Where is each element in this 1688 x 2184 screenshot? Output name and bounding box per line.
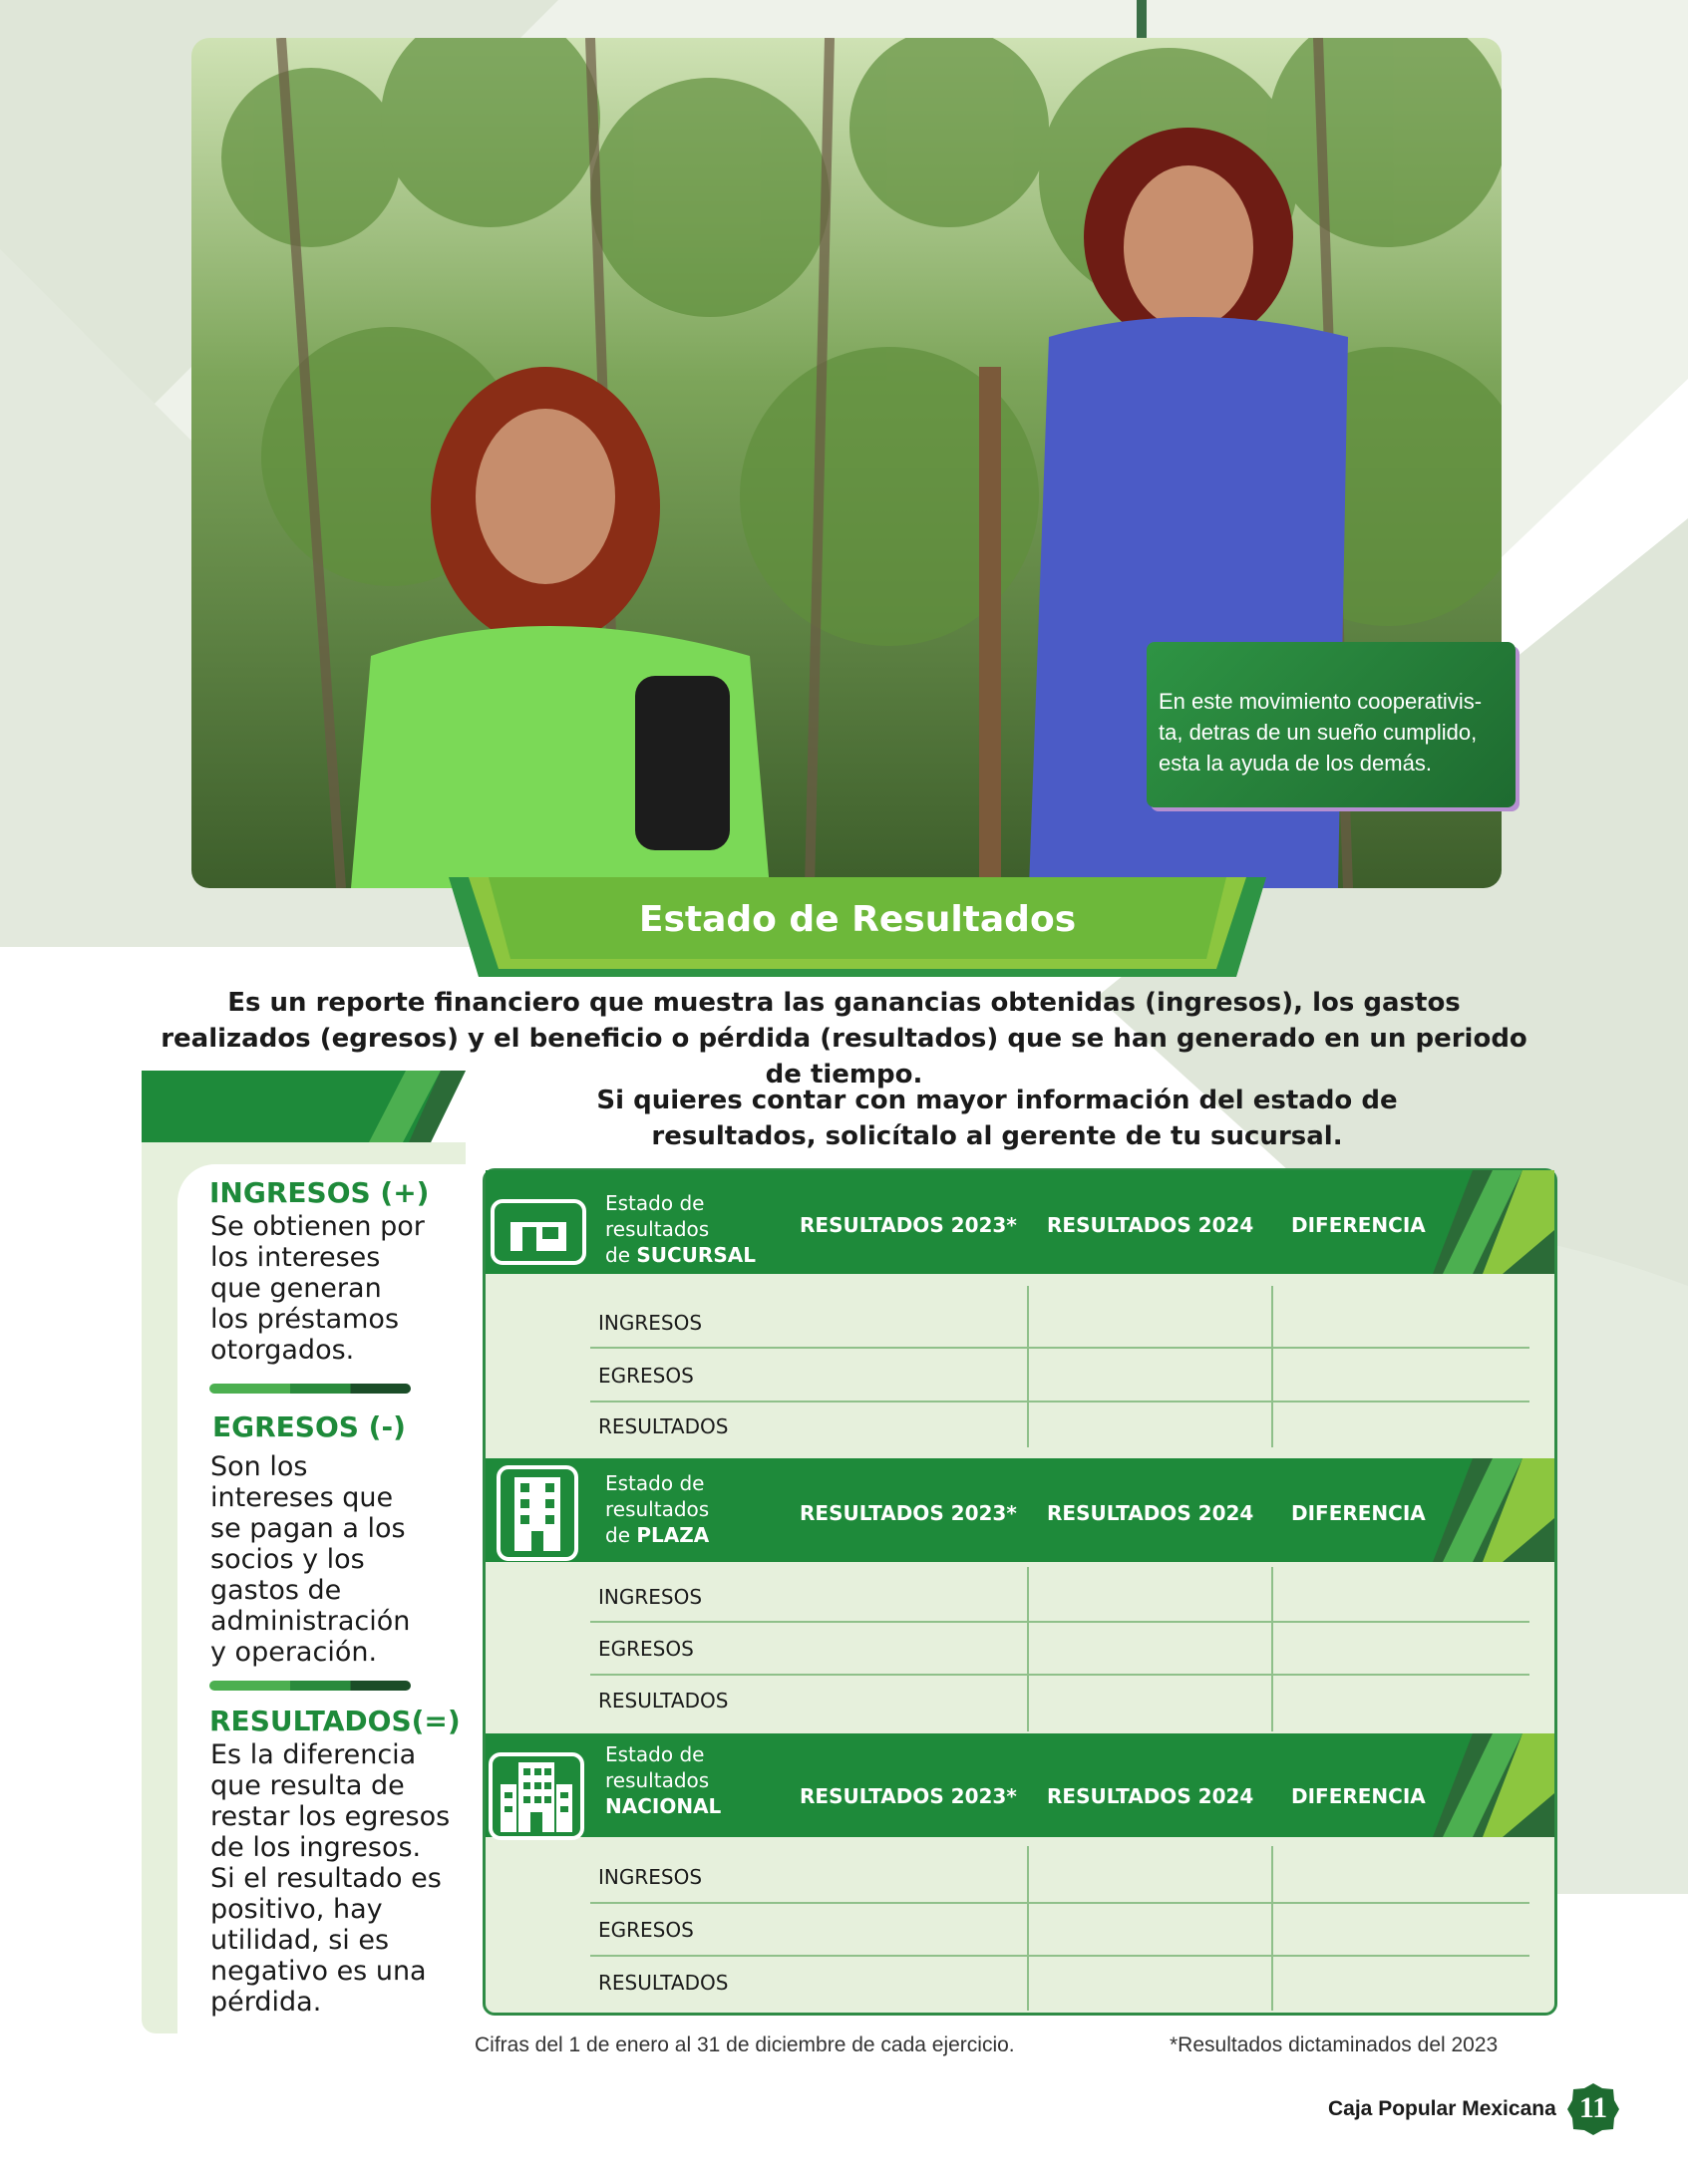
section-label-plaza: Estado de resultados de PLAZA	[605, 1471, 710, 1547]
brand-name: Caja Popular Mexicana	[1328, 2097, 1556, 2120]
more-info-paragraph: Si quieres contar con mayor información del estado de resultados, solicítalo al gerente de tu sucursal.	[596, 1086, 1398, 1151]
row-divider	[590, 1621, 1529, 1623]
column-header-diferencia: DIFERENCIA	[1291, 1501, 1426, 1525]
row-label-egresos: EGRESOS	[598, 1918, 694, 1942]
section-body-sucursal	[1027, 1286, 1029, 1447]
definition-text-egresos: Son los intereses que se pagan a los socios y los gastos de administración y operación.	[210, 1451, 411, 1668]
section-body-divider	[1271, 1846, 1273, 2011]
page-number: 11	[1578, 2091, 1608, 2124]
row-divider	[590, 1347, 1529, 1349]
section-body-divider	[1027, 1846, 1029, 2011]
office-tower-icon	[489, 1752, 584, 1840]
column-header-2024: RESULTADOS 2024	[1047, 1784, 1254, 1808]
row-label-ingresos: INGRESOS	[598, 1865, 703, 1889]
separator-bar	[209, 1384, 411, 1394]
row-label-ingresos: INGRESOS	[598, 1311, 703, 1335]
column-header-2023: RESULTADOS 2023*	[800, 1501, 1017, 1525]
separator-bar	[209, 1681, 411, 1691]
definition-text-ingresos: Se obtienen por los intereses que generan los préstamos otorgados.	[210, 1211, 425, 1366]
row-label-resultados: RESULTADOS	[598, 1414, 729, 1438]
row-label-resultados: RESULTADOS	[598, 1689, 729, 1713]
row-divider	[590, 1955, 1529, 1957]
column-header-2023: RESULTADOS 2023*	[800, 1784, 1017, 1808]
intro-paragraph: Es un reporte financiero que muestra las ganancias obtenidas (ingresos), los gastos realizados (egresos) y el beneficio o pérdida (resultados) que se han generado en un periodo de tiempo.	[161, 988, 1527, 1090]
row-divider	[590, 1674, 1529, 1676]
definition-title-egresos: EGRESOS (-)	[212, 1410, 406, 1443]
column-header-2024: RESULTADOS 2024	[1047, 1213, 1254, 1237]
footnote-period: Cifras del 1 de enero al 31 de diciembre de cada ejercicio.	[475, 2033, 1015, 2056]
branch-store-icon	[491, 1199, 586, 1265]
section-body-divider	[1271, 1567, 1273, 1731]
column-header-diferencia: DIFERENCIA	[1291, 1213, 1426, 1237]
definition-title-ingresos: INGRESOS (+)	[209, 1176, 430, 1209]
footnote-audited: *Resultados dictaminados del 2023	[1170, 2033, 1499, 2056]
row-label-egresos: EGRESOS	[598, 1637, 694, 1661]
section-label-sucursal: Estado de resultados de SUCURSAL	[605, 1191, 756, 1267]
definition-title-resultados: RESULTADOS(=)	[209, 1705, 461, 1737]
row-label-ingresos: INGRESOS	[598, 1585, 703, 1609]
photo-caption: En este movimiento cooperativis- ta, detras de un sueño cumplido, esta la ayuda de los demás.	[1147, 642, 1516, 807]
section-body-divider	[1027, 1567, 1029, 1731]
column-header-2023: RESULTADOS 2023*	[800, 1213, 1017, 1237]
left-tab-band	[142, 1071, 466, 1142]
section-body-divider	[1271, 1286, 1273, 1447]
row-divider	[590, 1902, 1529, 1904]
definition-text-resultados: Es la diferencia que resulta de restar los egresos de los ingresos. Si el resultado es positivo, hay utilidad, si es negativo es una pérdida.	[210, 1739, 451, 2018]
column-header-2024: RESULTADOS 2024	[1047, 1501, 1254, 1525]
page-title: Estado de Resultados	[638, 899, 1077, 940]
row-divider	[590, 1401, 1529, 1403]
section-label-nacional: Estado de resultados NACIONAL	[605, 1742, 722, 1818]
column-header-diferencia: DIFERENCIA	[1291, 1784, 1426, 1808]
row-label-resultados: RESULTADOS	[598, 1971, 729, 1995]
row-label-egresos: EGRESOS	[598, 1364, 694, 1388]
building-icon	[497, 1465, 578, 1561]
